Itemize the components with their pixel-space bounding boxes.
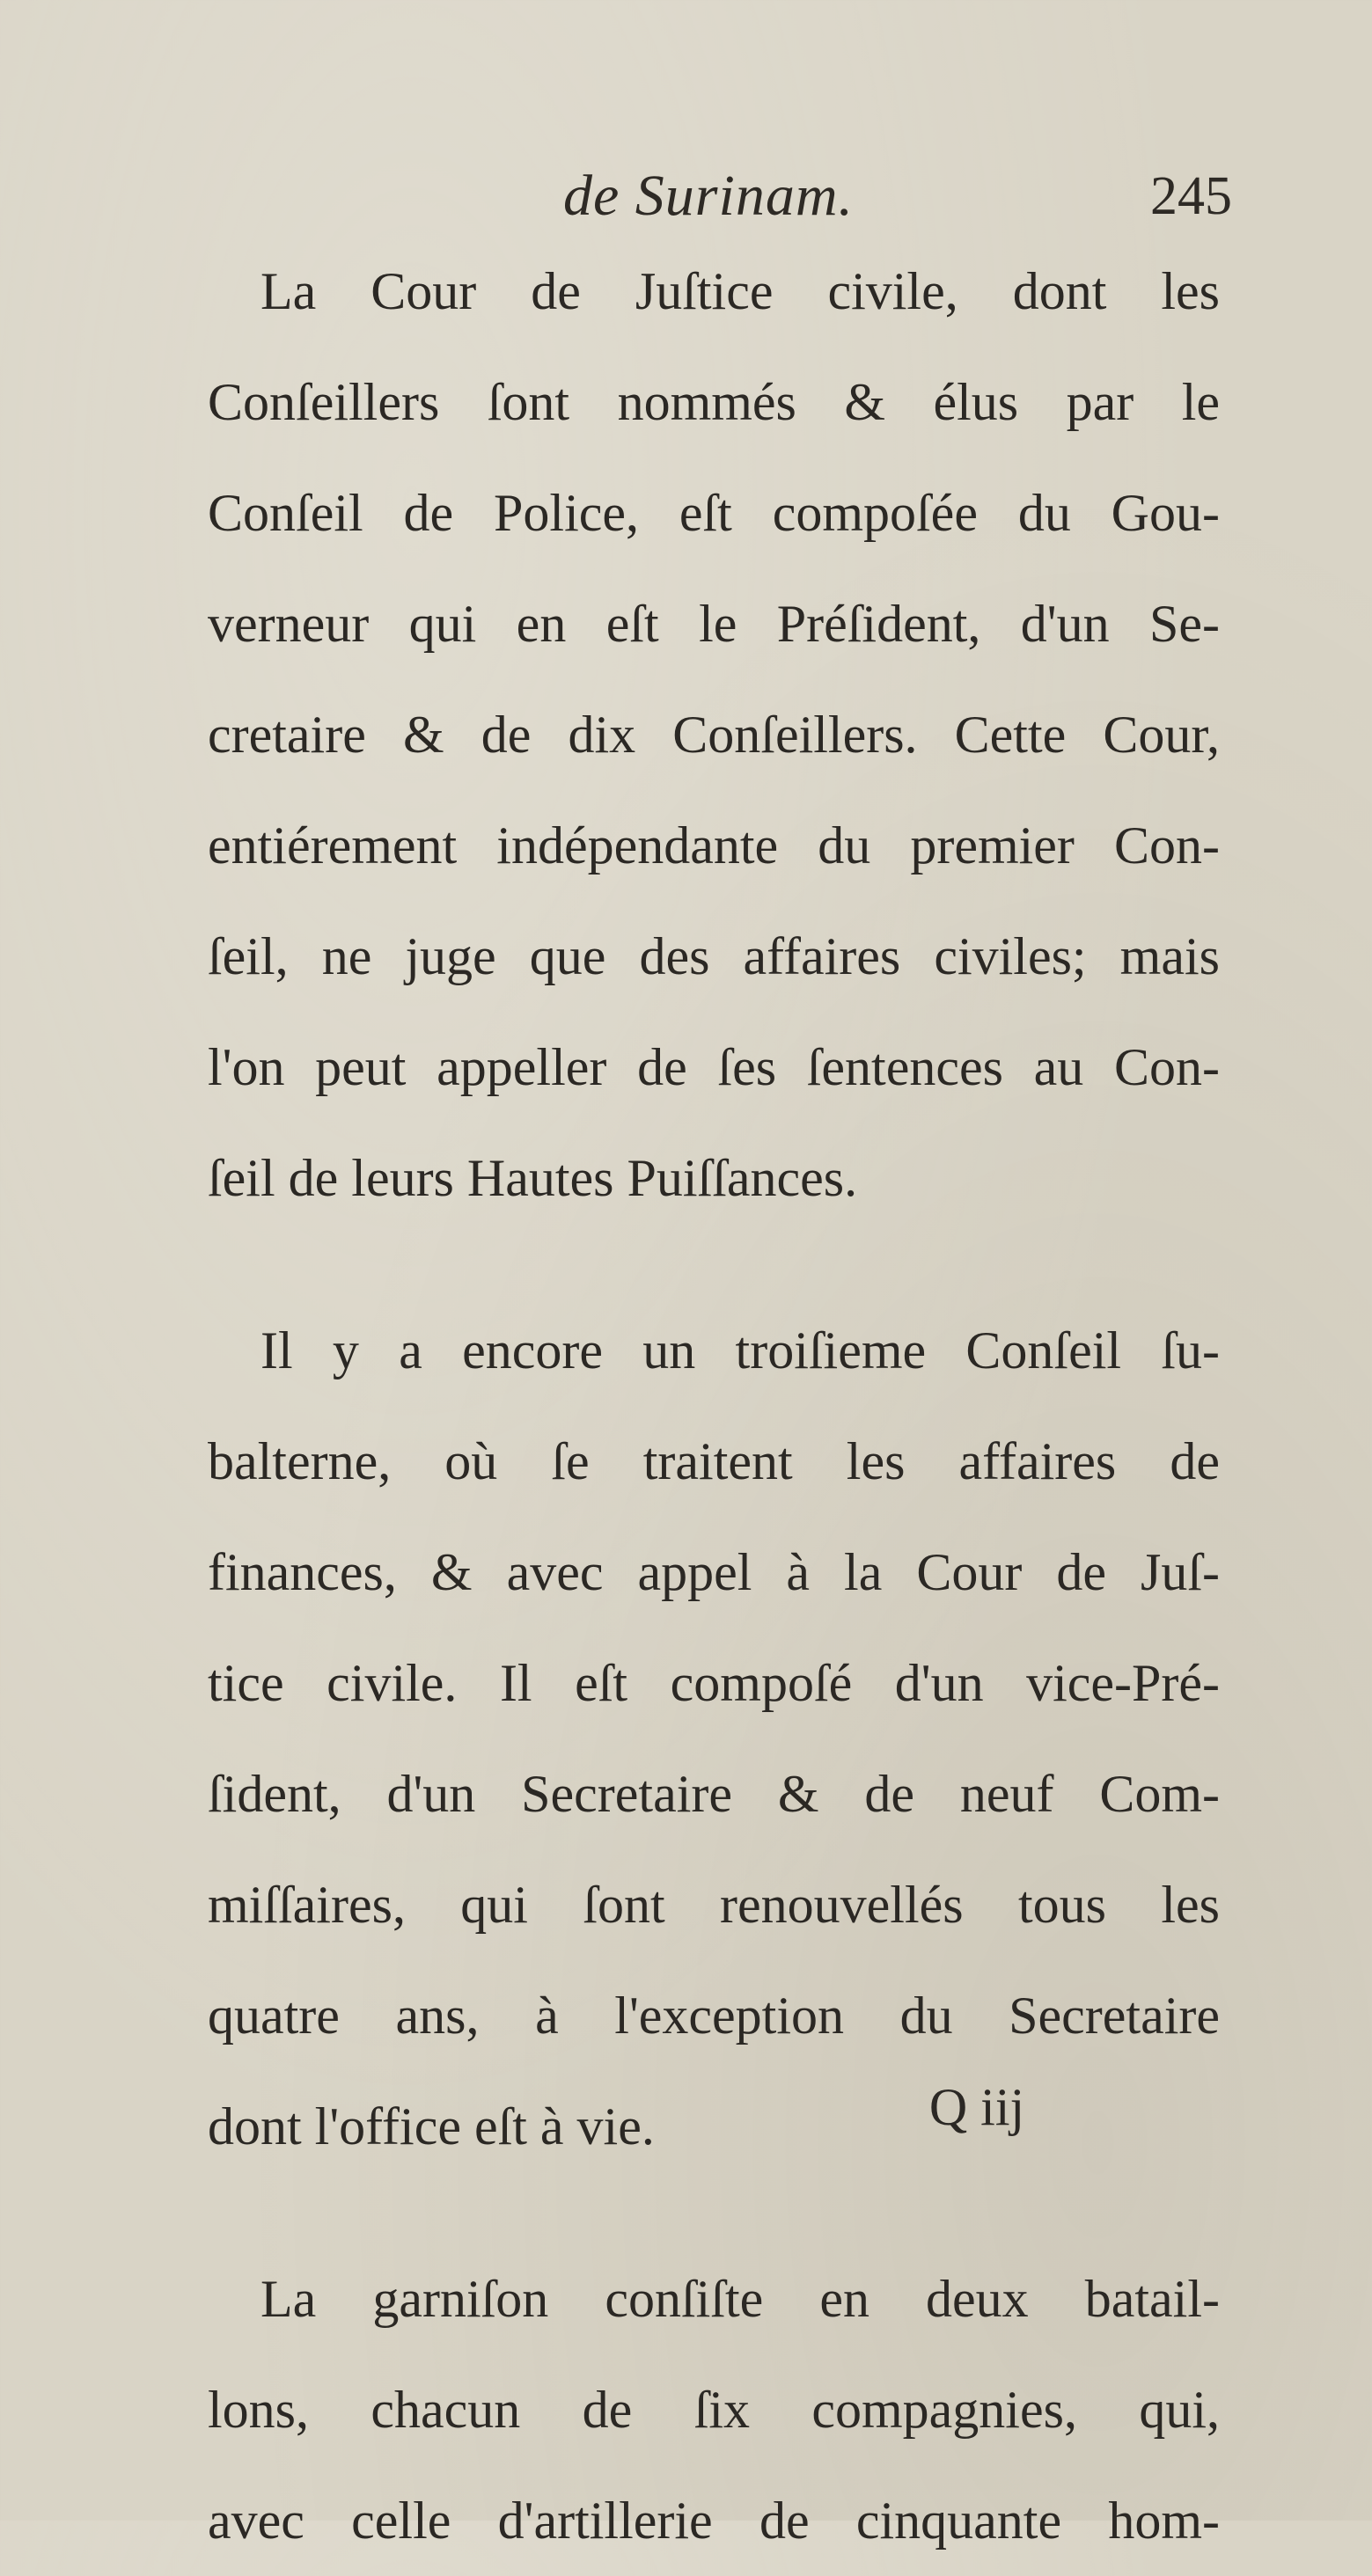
paragraph-gap — [208, 1233, 1220, 1295]
signature-mark: Q iij — [928, 2078, 1025, 2136]
paragraph-3-line-1: La garniſon conſiſte en deux batail- — [260, 2270, 1220, 2328]
paragraph-1-line-9: ſeil de leurs Hautes Puiſſances. — [208, 1149, 858, 1207]
paragraph-1-line-8: l'on peut appeller de ſes ſentences au Con- — [208, 1038, 1220, 1096]
paragraph-2-line-7: quatre ans, à l'exception du Secretaire — [208, 1987, 1220, 2045]
paragraph-2-line-8: dont l'office eſt à vie. — [208, 2097, 655, 2155]
paragraph-2-line-1: Il y a encore un troiſieme Conſeil ſu- — [260, 1321, 1220, 1379]
paragraph-3-line-3: avec celle d'artillerie de cinquante hom- — [208, 2492, 1220, 2550]
paragraph-1-line-3: Conſeil de Police, eſt compoſée du Gou- — [208, 484, 1220, 542]
running-head-title: de Surinam. — [563, 164, 854, 228]
paragraph-1-line-4: verneur qui en eſt le Préſident, d'un Se- — [208, 595, 1220, 653]
paragraph-gap — [208, 2182, 1220, 2243]
paragraph-3-line-2: lons, chacun de ſix compagnies, qui, — [208, 2381, 1220, 2439]
paragraph-2-line-5: ſident, d'un Secretaire & de neuf Com- — [208, 1765, 1220, 1823]
paragraph-1-line-6: entiérement indépendante du premier Con- — [208, 816, 1220, 875]
page-number: 245 — [1150, 166, 1232, 226]
paragraph-2-line-2: balterne, où ſe traitent les affaires de — [208, 1432, 1220, 1490]
paragraph-2-line-3: finances, & avec appel à la Cour de Juſ- — [208, 1543, 1220, 1601]
paragraph-1-line-5: cretaire & de dix Conſeillers. Cette Cour, — [208, 706, 1220, 764]
paragraph-1-line-1: La Cour de Juſtice civile, dont les — [260, 262, 1220, 320]
paragraph-2-line-6: miſſaires, qui ſont renouvellés tous les — [208, 1876, 1220, 1934]
paragraph-1-line-2: Conſeillers ſont nommés & élus par le — [208, 373, 1220, 431]
running-head — [563, 157, 1232, 236]
paragraph-1-line-7: ſeil, ne juge que des affaires civiles; mais — [208, 927, 1220, 985]
paragraph-2-line-4: tice civile. Il eſt compoſé d'un vice-Pré- — [208, 1654, 1220, 1712]
body-text — [208, 236, 1220, 2576]
